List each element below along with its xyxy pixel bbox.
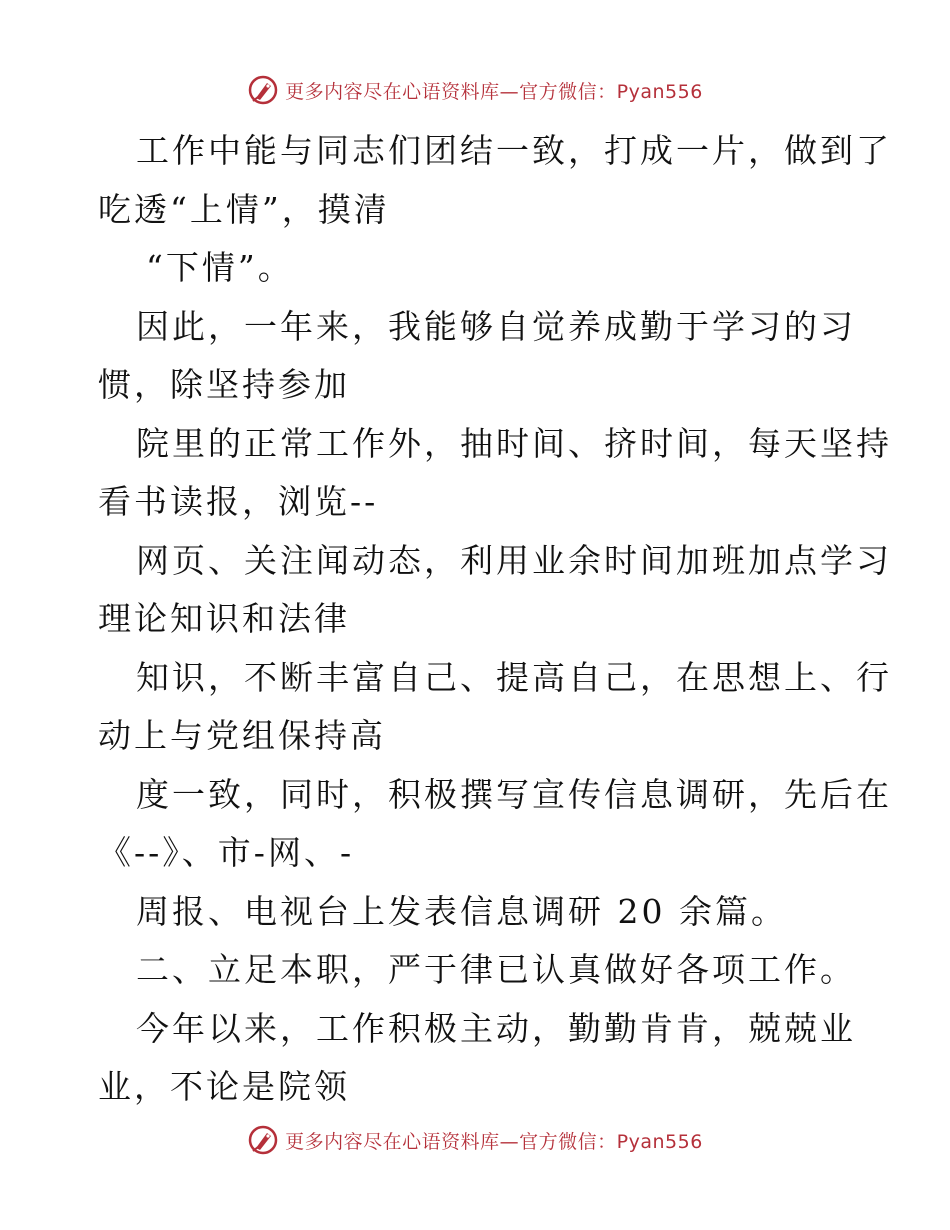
text-line: 周报、电视台上发表信息调研 20 余篇。 — [136, 891, 787, 931]
text-line: 网页、关注闻动态，利用业余时间加班加点学习 — [136, 540, 892, 580]
document-body — [98, 122, 892, 1117]
watermark-text: 更多内容尽在心语资料库—官方微信：Pyan556 — [285, 1130, 703, 1153]
text-line: 院里的正常工作外，抽时间、挤时间，每天坚持 — [136, 423, 892, 463]
text-line: 惯，除坚持参加 — [98, 365, 350, 404]
text-line: “下情”。 — [146, 248, 294, 287]
pen-nib-logo-icon — [247, 1124, 279, 1156]
watermark-text: 更多内容尽在心语资料库—官方微信：Pyan556 — [285, 80, 703, 103]
header-watermark — [0, 70, 950, 110]
text-line: 动上与党组保持高 — [98, 716, 386, 755]
text-line: 业，不论是院领 — [98, 1067, 350, 1106]
text-line: 看书读报，浏览-- — [98, 482, 379, 521]
pen-nib-logo-icon — [247, 74, 279, 106]
text-line: 《--》、市-网、- — [98, 833, 355, 872]
text-line: 工作中能与同志们团结一致，打成一片，做到了 — [136, 131, 892, 170]
footer-watermark — [0, 1120, 950, 1160]
text-line: 因此，一年来，我能够自觉养成勤于学习的习 — [136, 306, 856, 346]
text-line: 度一致，同时，积极撰写宣传信息调研，先后在 — [136, 774, 892, 814]
text-line: 吃透“上情”，摸清 — [98, 189, 390, 229]
text-line: 今年以来，工作积极主动，勤勤肯肯，兢兢业 — [136, 1008, 856, 1048]
text-line: 理论知识和法律 — [98, 599, 350, 638]
text-line: 知识，不断丰富自己、提高自己，在思想上、行 — [136, 657, 892, 697]
text-line: 二、立足本职，严于律已认真做好各项工作。 — [136, 950, 856, 989]
